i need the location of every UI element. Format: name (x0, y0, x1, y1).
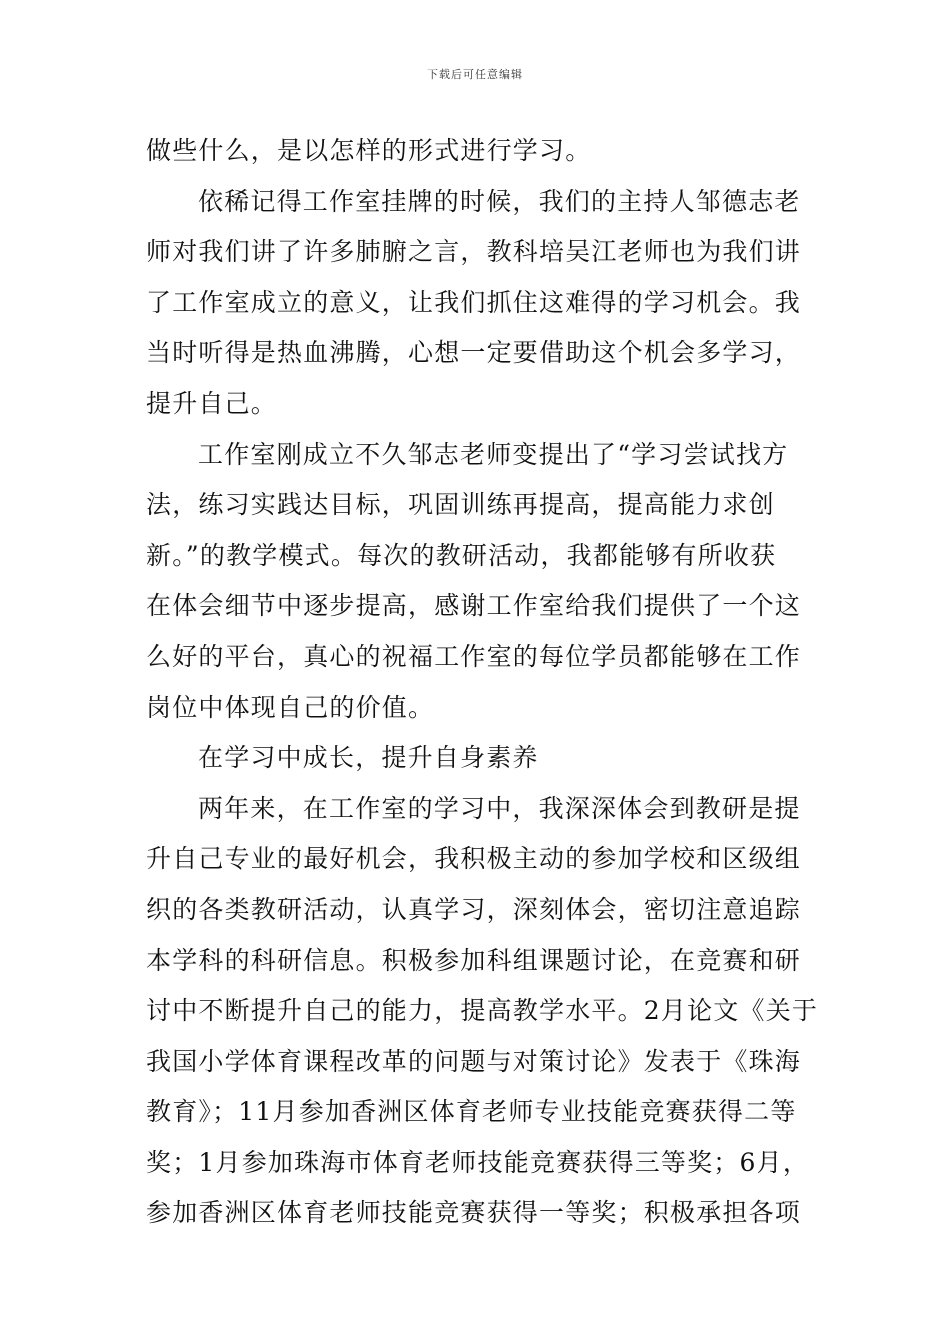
page-header: 下载后可任意编辑 (427, 68, 523, 81)
text-line: 升自己专业的最好机会，我积极主动的参加学校和区级组 (146, 844, 802, 874)
text-line: 我国小学体育课程改革的问题与对策讨论》发表于《珠海 (146, 1046, 802, 1076)
text-line: 依稀记得工作室挂牌的时候，我们的主持人邹德志老 (198, 186, 801, 216)
text-line: 在体会细节中逐步提高，感谢工作室给我们提供了一个这 (146, 591, 802, 621)
text-line: 当时听得是热血沸腾，心想一定要借助这个机会多学习， (146, 338, 802, 368)
text-line: 两年来，在工作室的学习中，我深深体会到教研是提 (198, 793, 801, 823)
text-line: 法，练习实践达目标，巩固训练再提高，提高能力求创 (146, 490, 775, 520)
text-line: 么好的平台，真心的祝福工作室的每位学员都能够在工作 (146, 641, 802, 671)
text-line: 新。”的教学模式。每次的教研活动，我都能够有所收获 (146, 540, 777, 570)
text-line: 师对我们讲了许多肺腑之言，教科培吴江老师也为我们讲 (146, 237, 802, 267)
text-line: 了工作室成立的意义，让我们抓住这难得的学习机会。我 (146, 287, 802, 317)
text-line: 提升自己。 (146, 388, 278, 418)
text-line: 教育》；11月参加香洲区体育老师专业技能竞赛获得二等 (146, 1097, 797, 1127)
text-line: 参加香洲区体育老师技能竞赛获得一等奖；积极承担各项 (146, 1198, 802, 1228)
text-line: 做些什么，是以怎样的形式进行学习。 (146, 136, 592, 165)
section-heading: 在学习中成长，提升自身素养 (198, 743, 539, 773)
text-line: 岗位中体现自己的价值。 (146, 692, 435, 722)
text-line: 本学科的科研信息。积极参加科组课题讨论，在竞赛和研 (146, 945, 802, 975)
text-line: 织的各类教研活动，认真学习，深刻体会，密切注意追踪 (146, 894, 802, 924)
text-line: 讨中不断提升自己的能力，提高教学水平。2月论文《关于 (146, 996, 819, 1026)
document-body (146, 126, 819, 1239)
text-line: 奖；1月参加珠海市体育老师技能竞赛获得三等奖；6月， (146, 1147, 810, 1177)
text-line: 工作室刚成立不久邹志老师变提出了“学习尝试找方 (198, 439, 789, 469)
